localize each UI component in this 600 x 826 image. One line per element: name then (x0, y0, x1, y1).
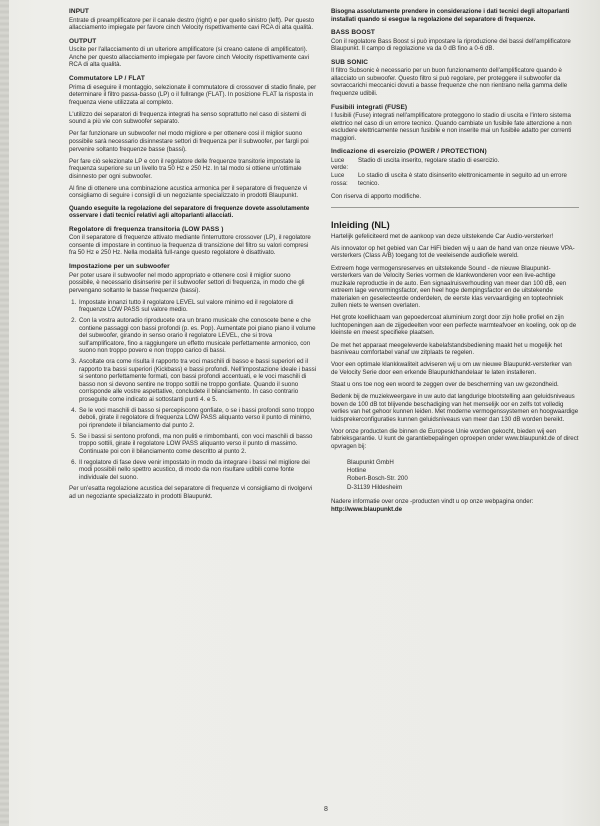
address-line: Blaupunkt GmbH (347, 458, 394, 466)
section-impostazione (69, 263, 317, 500)
warning-paragraph: Quando eseguite la regolazione del separatore di frequenze dovete assolutamente osservare i dati tecnici relativi agli altoparlanti allacciati. (69, 204, 310, 220)
section-nl-intro (331, 220, 579, 514)
website-link[interactable]: http://www.blaupunkt.de (331, 505, 403, 513)
reservation-note: Con riserva di apporto modifiche. (331, 193, 422, 201)
section-indicazione (331, 148, 579, 187)
list-item: 5. Se i bassi si sentono profondi, ma non puliti e rimbombanti, con voci maschili di basso troppo sottili, girate il regolatore LOW PASS aliquanto verso il punto di massimo. Continuate poi con il bilanciamento come descritto al punto 2. (78, 433, 317, 456)
list-item: 1. Impostate innanzi tutto il regolatore LEVEL sul valore minimo ed il regolatore di frequenze LOW PASS sul valore medio. (78, 299, 317, 314)
section-title: Indicazione di esercizio (POWER / PROTECTION) (331, 148, 487, 156)
section-text: I fusibili (Fuse) integrati nell'amplificatore proteggono lo stadio di uscita e l'intero sistema elettrico nel caso di un errore tecnico. Quando cambiate un fusibile fate attenzione a non escludere elettricamente nessun fusibile e non inserite mai un fusibile adatto per correnti maggiori. (331, 112, 572, 142)
section-title: Commutatore LP / FLAT (69, 74, 145, 82)
section-title: Impostazione per un subwoofer (69, 262, 170, 270)
section-commutatore (69, 75, 317, 220)
paragraph: Hartelijk gefeliciteerd met de aankoop van deze uitstekende Car Audio-versterker! (331, 232, 554, 240)
indicator-value: Stadio di uscita inserito, regolare stadio di esercizio. (358, 156, 500, 164)
paragraph: Prima di eseguire il montaggio, selezionate il commutatore di crossover di stadio finale, per determinare il filtro passa-basso (LP) o il fullrange (FLAT). In posizione FLAT la risposta in frequenza viene utilizzata al completo. (69, 83, 317, 106)
section-title: SUB SONIC (331, 58, 369, 66)
section-text: Con il regolatore Bass Boost si può impostare la riproduzione dei bassi dell'amplificatore Blaupunkt. Il campo di regolazione va da 0 dB fino a 0-6 dB. (331, 37, 571, 53)
paragraph: Bedenk bij de muziekweergave in uw auto dat langdurige blootstelling aan geluidsniveaus boven de 100 dB tot blijvende beschadiging van het menselijk oor en zelfs tot volledig verlies van het gehoor kunnen leiden. Met moderne vermogenssystemen en hoogwaardige luidsprekerconfiguraties kunnen geluidsniveaus van meer dan 130 dB worden bereikt. (331, 393, 579, 423)
paragraph: Al fine di ottenere una combinazione acustica armonica per il separatore di frequenze vi consigliamo di seguire i consigli di un negoziante specializzato in prodotti Blaupunkt. (69, 184, 308, 200)
left-column (69, 8, 317, 505)
section-sub-sonic (331, 59, 579, 98)
paragraph (331, 498, 579, 513)
info-text: Nadere informatie over onze -producten vindt u op onze webpagina onder: (331, 498, 534, 506)
paragraph: Per fare ciò selezionate LP e con il regolatore delle frequenze transitorie impostate la frequenza superiore su un livello tra 50 Hz e 250 Hz. In tal modo si ottiene un'ottimale disinnesto per ogni subwoofer. (69, 157, 302, 180)
address-line: Hotline (347, 466, 367, 474)
section-heading: Inleiding (NL) (331, 219, 390, 230)
warning-paragraph: Bisogna assolutamente prendere in considerazione i dati tecnici degli altoparlanti installati quando si esegue la regolazione del separatore di frequenze. (331, 8, 570, 23)
paragraph: Als innovator op het gebied van Car HiFi bieden wij u aan de hand van onze nieuwe VPA-versterkers (Class A/B) toegang tot de veeleisende audiofiele wereld. (331, 244, 575, 260)
paragraph: Per far funzionare un subwoofer nel modo migliore e per ottenere così il miglior suono possibile sarà necessario disinnestare settori di frequenza per il subwoofer, per fargli poi pervenire soltanto frequenze basse (bassi). (69, 130, 309, 153)
paragraph: Extreem hoge vermogensreserves en uitstekende Sound - de nieuwe Blaupunkt-versterkers van de Velocity Series vormen de klankwonderen voor een live-achtige muzikale reproductie in de auto. Een signaalruisverhouding van meer dan 100 dB, een extreem lage vervormingsfactor, een heel hoge dempingsfactor en de uitstekende materialen en geselecteerde onderdelen, de eerste klas vervaardiging en topteohniek zullen niets te wensen overlaten. (331, 264, 567, 310)
section-fusibili (331, 104, 579, 143)
section-bass-boost (331, 29, 579, 53)
indicator-row-green (331, 157, 579, 172)
paragraph: Staat u ons toe nog een woord te zeggen over de bescherming van uw gezondheid. (331, 380, 559, 388)
section-output (69, 38, 317, 69)
paragraph: Voor onze producten die binnen de Europese Unie worden gekocht, bieden wij een fabrieksgarantie. U kunt de garantiebepalingen oproepen onder www.blaupunkt.de of direct opvragen bij: (331, 427, 579, 450)
list-item: 6. Il regolatore di fase deve venir impostato in modo da integrare i bassi nel migliore dei modi possibili nello spettro acustico, di modo da non risultare udibili come fonte individuale del suono. (78, 459, 317, 482)
section-title: OUTPUT (69, 37, 97, 45)
section-text: Entrate di preamplificatore per il canale destro (right) e per quello sinistro (left). Per questo allacciamento impiegate per favore cinch Velocity rispettivamente cavi RCA di alta qualità. (69, 16, 315, 32)
list-item: 2. Con la vostra autoradio riproducete ora un brano musicale che conoscete bene e che contiene passaggi con bassi profondi (p. es. Pop). Aumentate poi piano piano il volume del subwoofer, girando in senso orario il regolatore LEVEL, che si trova sull'amplificatore, fino a raggiungere un effetto musicale perfettamente armonico, con suono non troppo povero e non troppo carico di bassi. (78, 317, 317, 355)
section-text: Con il separatore di frequenze attivato mediante l'interruttore crossover (LP), il regolatore consente di impostare in continuo la frequenza di transizione del filtro su valori compresi fra 50 Hz e 250 Hz. Nella modalità full-range questo regolatore è disattivato. (69, 234, 311, 257)
paragraph: Het grote koellichaam van gepoedercoat aluminium zorgt door zijn holle profiel en zijn luchtopeningen aan de zijgedeelten voor een perfecte warmteafvoer en koeling, ook op de kleinste en meest specifieke plaatsen. (331, 314, 577, 337)
list-item: 3. Ascoltate ora come risulta il rapporto tra voci maschili di basso e bassi superiori ed il rapporto tra bassi superiori (Kickbass) e bassi profondi. Nell'impostazione ideale i bassi si sentono perfettamente formati, con bassi profondi accentuati, e le voci maschili di basso non si devono sentire ne troppo sottili ne troppo gonfiate. Quando il suono corrisponde alle vostre aspettative, concludete il bilanciamento. In caso contrario proseguite come indicato ai sottostanti punti 4. e 5. (78, 358, 317, 403)
paragraph: Voor een optimale klankkwaliteit adviseren wij u om uw nieuwe Blaupunkt-versterker van de Velocity Serie door een erkende Blaupunkthandelaar te laten installeren. (331, 361, 572, 376)
section-title: INPUT (69, 8, 89, 15)
indicator-key: Luce verde: (331, 156, 349, 172)
section-input (69, 8, 317, 32)
divider (331, 207, 579, 208)
list-item: 4. Se le voci maschili di basso si percepiscono gonfiate, o se i bassi profondi sono troppo deboli, girate il regolatore di frequenza LOW PASS aliquanto verso il punto di minimo, poi riprendete il bilanciamento dal punto 2. (78, 407, 317, 430)
section-text: Il filtro Subsonic è necessario per un buon funzionamento dell'amplificatore quando è allacciato un subwoofer. Questo filtro si può regolare, per proteggere il subwoofer da sovraccarichi meccanici dovuti a basse frequenze che non rientrano nella gamma delle frequenze udibili. (331, 67, 568, 98)
indicator-row-red (331, 172, 579, 187)
paragraph: De met het apparaat meegeleverde kabelafstandsbediening maakt het u mogelijk het basniveau comfortabel vanaf uw zitplaats te regelen. (331, 341, 563, 357)
address-line: D-31139 Hildesheim (347, 483, 403, 491)
page-number: 8 (324, 806, 328, 813)
section-regolatore (69, 226, 317, 257)
right-column (331, 8, 579, 518)
indicator-key: Luce rossa: (331, 172, 348, 187)
address-block (347, 459, 579, 493)
section-title: Fusibili integrati (FUSE) (331, 103, 408, 111)
section-title: BASS BOOST (331, 29, 375, 37)
paragraph: Per un'esatta regolazione acustica del separatore di frequenze vi consigliamo di rivolgervi ad un negoziante specializzato in prodotti Blaupunkt. (69, 485, 313, 500)
paragraph: Per poter usare il subwoofer nel modo appropriato e ottenere così il miglior suono possibile, è necessario disinserire per il subwoofer settori di frequenza, in modo che gli pervengano soltanto le basse frequenze (bassi). (69, 271, 305, 294)
section-title: Regolatore di frequenza transitoria (LOW PASS ) (69, 225, 224, 233)
binding-edge (0, 0, 9, 826)
paragraph: L'utilizzo dei separatori di frequenza integrati ha senso soprattutto nel caso di sistemi di sound a più vie con subwoofer separato. (69, 110, 307, 126)
section-text: Uscite per l'allacciamento di un ulteriore amplificatore (si creano catene di amplificatori). Anche per questo allacciamento impiegate per favore cinch Velocity rispettivamente cavi RCA di alta qualità. (69, 46, 309, 69)
indicator-value: Lo stadio di uscita è stato disinserito elettronicamente in seguito ad un errore tecnico. (358, 172, 567, 187)
steps-list (69, 299, 317, 482)
address-line: Robert-Bosch-Str. 200 (347, 475, 408, 483)
